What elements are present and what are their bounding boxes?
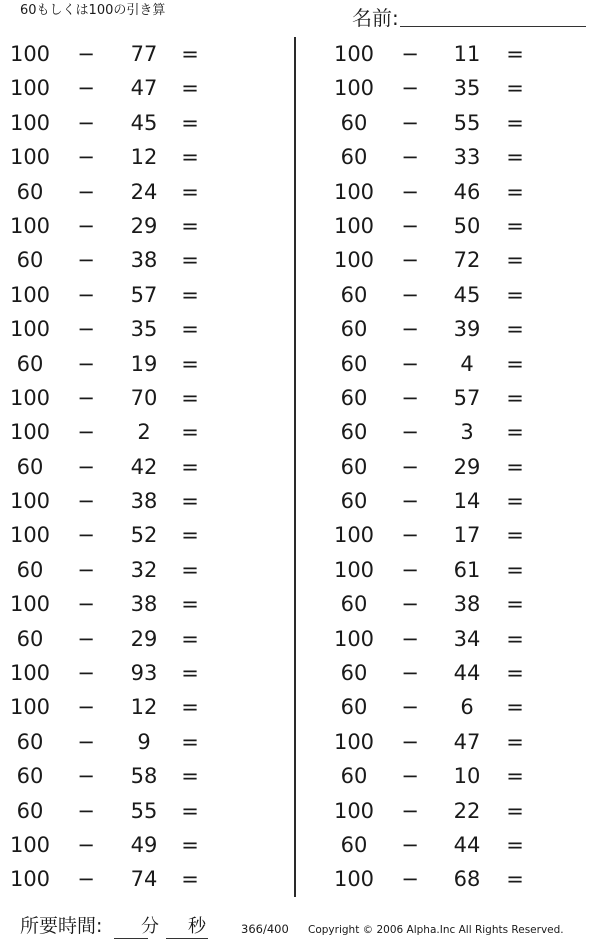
problem-row: [0, 518, 600, 552]
right-subtrahend: 44: [453, 661, 481, 686]
right-subtrahend: 50: [453, 213, 481, 238]
right-equals-sign: =: [506, 523, 524, 548]
right-equals-sign: =: [506, 626, 524, 651]
left-subtrahend: 2: [137, 420, 151, 445]
right-subtrahend: 45: [453, 282, 481, 307]
right-equals-sign: =: [506, 729, 524, 754]
problem-row: [0, 828, 600, 862]
left-equals-sign: =: [181, 626, 199, 651]
left-minuend: 100: [9, 317, 51, 342]
right-minus-sign: −: [401, 729, 419, 754]
seconds-blank: [166, 938, 208, 939]
left-minuend: 60: [16, 351, 44, 376]
left-equals-sign: =: [181, 867, 199, 892]
right-minuend: 100: [333, 213, 375, 238]
left-minus-sign: −: [77, 832, 95, 857]
right-subtrahend: 6: [460, 695, 474, 720]
right-minus-sign: −: [401, 317, 419, 342]
page-number: 366/400: [241, 922, 289, 936]
right-equals-sign: =: [506, 798, 524, 823]
left-minus-sign: −: [77, 420, 95, 445]
left-minuend: 60: [16, 248, 44, 273]
time-taken-label: 所要時間:: [20, 915, 103, 937]
right-equals-sign: =: [506, 76, 524, 101]
right-minus-sign: −: [401, 385, 419, 410]
left-minuend: 100: [9, 145, 51, 170]
left-subtrahend: 38: [130, 489, 158, 514]
left-minuend: 100: [9, 489, 51, 514]
right-subtrahend: 57: [453, 385, 481, 410]
left-minus-sign: −: [77, 523, 95, 548]
right-minus-sign: −: [401, 661, 419, 686]
left-minus-sign: −: [77, 110, 95, 135]
right-equals-sign: =: [506, 351, 524, 376]
right-minus-sign: −: [401, 626, 419, 651]
left-minus-sign: −: [77, 145, 95, 170]
right-minus-sign: −: [401, 179, 419, 204]
right-equals-sign: =: [506, 42, 524, 66]
left-subtrahend: 55: [130, 798, 158, 823]
copyright-notice: Copyright © 2006 Alpha.Inc All Rights Reserved.: [308, 924, 564, 936]
right-equals-sign: =: [506, 489, 524, 514]
problem-row: [0, 71, 600, 105]
left-subtrahend: 32: [130, 557, 158, 582]
right-equals-sign: =: [506, 282, 524, 307]
problem-row: [0, 175, 600, 209]
right-subtrahend: 61: [453, 557, 481, 582]
problem-rows: [0, 37, 600, 897]
right-minuend: 60: [340, 489, 368, 514]
left-subtrahend: 9: [137, 729, 151, 754]
left-subtrahend: 93: [130, 661, 158, 686]
problem-row: [0, 243, 600, 277]
right-minuend: 100: [333, 248, 375, 273]
right-minuend: 60: [340, 145, 368, 170]
left-equals-sign: =: [181, 489, 199, 514]
right-minuend: 100: [333, 867, 375, 892]
left-minuend: 60: [16, 798, 44, 823]
left-equals-sign: =: [181, 832, 199, 857]
left-subtrahend: 58: [130, 764, 158, 789]
left-subtrahend: 70: [130, 385, 158, 410]
left-equals-sign: =: [181, 351, 199, 376]
left-minuend: 100: [9, 592, 51, 617]
right-minuend: 60: [340, 695, 368, 720]
left-equals-sign: =: [181, 729, 199, 754]
left-minuend: 100: [9, 523, 51, 548]
problem-row: [0, 622, 600, 656]
right-equals-sign: =: [506, 661, 524, 686]
left-subtrahend: 24: [130, 179, 158, 204]
problem-row: [0, 106, 600, 140]
problem-row: [0, 484, 600, 518]
right-subtrahend: 68: [453, 867, 481, 892]
left-minus-sign: −: [77, 729, 95, 754]
right-minus-sign: −: [401, 832, 419, 857]
problem-row: [0, 794, 600, 828]
right-minuend: 60: [340, 454, 368, 479]
right-equals-sign: =: [506, 145, 524, 170]
left-minuend: 100: [9, 661, 51, 686]
left-subtrahend: 12: [130, 145, 158, 170]
left-equals-sign: =: [181, 42, 199, 66]
left-minuend: 100: [9, 42, 51, 66]
left-subtrahend: 42: [130, 454, 158, 479]
right-minuend: 60: [340, 764, 368, 789]
left-subtrahend: 47: [130, 76, 158, 101]
problem-row: [0, 37, 600, 71]
problem-row: [0, 140, 600, 174]
left-minuend: 60: [16, 729, 44, 754]
right-subtrahend: 38: [453, 592, 481, 617]
right-equals-sign: =: [506, 213, 524, 238]
left-equals-sign: =: [181, 282, 199, 307]
worksheet-title: 60もしくは100の引き算: [20, 3, 166, 18]
right-equals-sign: =: [506, 592, 524, 617]
left-minuend: 100: [9, 420, 51, 445]
problem-row: [0, 347, 600, 381]
right-minus-sign: −: [401, 248, 419, 273]
left-subtrahend: 77: [130, 42, 158, 66]
problem-row: [0, 690, 600, 724]
right-subtrahend: 39: [453, 317, 481, 342]
right-equals-sign: =: [506, 110, 524, 135]
left-minuend: 60: [16, 179, 44, 204]
problem-row: [0, 725, 600, 759]
right-minuend: 100: [333, 626, 375, 651]
right-equals-sign: =: [506, 557, 524, 582]
right-equals-sign: =: [506, 317, 524, 342]
right-subtrahend: 33: [453, 145, 481, 170]
right-minus-sign: −: [401, 213, 419, 238]
right-minus-sign: −: [401, 695, 419, 720]
right-equals-sign: =: [506, 420, 524, 445]
left-equals-sign: =: [181, 145, 199, 170]
name-field: [352, 4, 588, 30]
right-minus-sign: −: [401, 764, 419, 789]
left-equals-sign: =: [181, 798, 199, 823]
right-equals-sign: =: [506, 764, 524, 789]
left-minus-sign: −: [77, 489, 95, 514]
left-equals-sign: =: [181, 385, 199, 410]
right-minus-sign: −: [401, 454, 419, 479]
right-subtrahend: 11: [453, 42, 481, 66]
left-subtrahend: 52: [130, 523, 158, 548]
right-minuend: 60: [340, 317, 368, 342]
left-equals-sign: =: [181, 523, 199, 548]
left-subtrahend: 29: [130, 213, 158, 238]
right-minuend: 60: [340, 351, 368, 376]
right-minus-sign: −: [401, 76, 419, 101]
left-minuend: 60: [16, 626, 44, 651]
right-subtrahend: 72: [453, 248, 481, 273]
right-minuend: 100: [333, 557, 375, 582]
right-equals-sign: =: [506, 695, 524, 720]
right-equals-sign: =: [506, 179, 524, 204]
left-subtrahend: 19: [130, 351, 158, 376]
right-subtrahend: 46: [453, 179, 481, 204]
left-minus-sign: −: [77, 626, 95, 651]
left-minus-sign: −: [77, 592, 95, 617]
name-label: 名前:: [352, 6, 399, 30]
left-minuend: 60: [16, 557, 44, 582]
left-subtrahend: 35: [130, 317, 158, 342]
right-minuend: 60: [340, 420, 368, 445]
right-minuend: 60: [340, 110, 368, 135]
problem-row: [0, 587, 600, 621]
left-equals-sign: =: [181, 317, 199, 342]
left-minus-sign: −: [77, 213, 95, 238]
right-minus-sign: −: [401, 420, 419, 445]
right-minus-sign: −: [401, 42, 419, 66]
right-minus-sign: −: [401, 867, 419, 892]
left-subtrahend: 38: [130, 248, 158, 273]
right-minuend: 100: [333, 42, 375, 66]
right-subtrahend: 29: [453, 454, 481, 479]
right-subtrahend: 44: [453, 832, 481, 857]
left-equals-sign: =: [181, 454, 199, 479]
left-minuend: 100: [9, 832, 51, 857]
right-subtrahend: 22: [453, 798, 481, 823]
left-subtrahend: 12: [130, 695, 158, 720]
left-subtrahend: 74: [130, 867, 158, 892]
left-minus-sign: −: [77, 317, 95, 342]
left-minus-sign: −: [77, 454, 95, 479]
right-minuend: 60: [340, 385, 368, 410]
left-equals-sign: =: [181, 76, 199, 101]
right-minuend: 100: [333, 523, 375, 548]
left-equals-sign: =: [181, 213, 199, 238]
right-subtrahend: 14: [453, 489, 481, 514]
left-subtrahend: 57: [130, 282, 158, 307]
name-blank-line: [400, 26, 586, 27]
right-subtrahend: 4: [460, 351, 474, 376]
right-minuend: 100: [333, 76, 375, 101]
right-minus-sign: −: [401, 282, 419, 307]
left-equals-sign: =: [181, 420, 199, 445]
right-minus-sign: −: [401, 523, 419, 548]
left-equals-sign: =: [181, 557, 199, 582]
left-minus-sign: −: [77, 248, 95, 273]
left-minus-sign: −: [77, 351, 95, 376]
right-subtrahend: 35: [453, 76, 481, 101]
left-minus-sign: −: [77, 557, 95, 582]
right-minus-sign: −: [401, 798, 419, 823]
left-equals-sign: =: [181, 110, 199, 135]
right-equals-sign: =: [506, 832, 524, 857]
right-minuend: 60: [340, 282, 368, 307]
left-minus-sign: −: [77, 867, 95, 892]
right-minuend: 60: [340, 832, 368, 857]
minutes-unit: 分: [141, 916, 159, 937]
problem-row: [0, 450, 600, 484]
seconds-unit: 秒: [188, 916, 206, 937]
left-equals-sign: =: [181, 592, 199, 617]
right-minus-sign: −: [401, 557, 419, 582]
right-subtrahend: 55: [453, 110, 481, 135]
right-equals-sign: =: [506, 454, 524, 479]
right-equals-sign: =: [506, 867, 524, 892]
footer: [0, 908, 600, 944]
left-subtrahend: 49: [130, 832, 158, 857]
left-minus-sign: −: [77, 385, 95, 410]
left-minuend: 100: [9, 282, 51, 307]
left-equals-sign: =: [181, 695, 199, 720]
left-minus-sign: −: [77, 798, 95, 823]
right-subtrahend: 47: [453, 729, 481, 754]
right-subtrahend: 3: [460, 420, 474, 445]
minutes-blank: [114, 938, 148, 939]
right-minus-sign: −: [401, 489, 419, 514]
right-minus-sign: −: [401, 110, 419, 135]
right-minus-sign: −: [401, 592, 419, 617]
left-minuend: 100: [9, 76, 51, 101]
left-minus-sign: −: [77, 764, 95, 789]
left-minuend: 60: [16, 764, 44, 789]
problem-row: [0, 862, 600, 896]
right-subtrahend: 17: [453, 523, 481, 548]
right-subtrahend: 34: [453, 626, 481, 651]
right-minus-sign: −: [401, 145, 419, 170]
problem-row: [0, 415, 600, 449]
right-minuend: 100: [333, 179, 375, 204]
left-subtrahend: 38: [130, 592, 158, 617]
left-equals-sign: =: [181, 248, 199, 273]
left-minus-sign: −: [77, 76, 95, 101]
left-minuend: 100: [9, 110, 51, 135]
left-minus-sign: −: [77, 42, 95, 66]
problem-row: [0, 759, 600, 793]
problem-row: [0, 278, 600, 312]
right-minus-sign: −: [401, 351, 419, 376]
right-equals-sign: =: [506, 385, 524, 410]
right-minuend: 100: [333, 729, 375, 754]
right-minuend: 60: [340, 661, 368, 686]
left-equals-sign: =: [181, 179, 199, 204]
left-minus-sign: −: [77, 179, 95, 204]
left-minus-sign: −: [77, 661, 95, 686]
left-minuend: 100: [9, 385, 51, 410]
problem-row: [0, 656, 600, 690]
left-minuend: 60: [16, 454, 44, 479]
problem-row: [0, 312, 600, 346]
right-minuend: 100: [333, 798, 375, 823]
problem-row: [0, 553, 600, 587]
left-equals-sign: =: [181, 764, 199, 789]
left-minuend: 100: [9, 867, 51, 892]
left-subtrahend: 29: [130, 626, 158, 651]
left-minus-sign: −: [77, 695, 95, 720]
left-minuend: 100: [9, 213, 51, 238]
problem-row: [0, 209, 600, 243]
right-subtrahend: 10: [453, 764, 481, 789]
left-minus-sign: −: [77, 282, 95, 307]
left-subtrahend: 45: [130, 110, 158, 135]
problem-row: [0, 381, 600, 415]
right-minuend: 60: [340, 592, 368, 617]
right-equals-sign: =: [506, 248, 524, 273]
left-minuend: 100: [9, 695, 51, 720]
left-equals-sign: =: [181, 661, 199, 686]
